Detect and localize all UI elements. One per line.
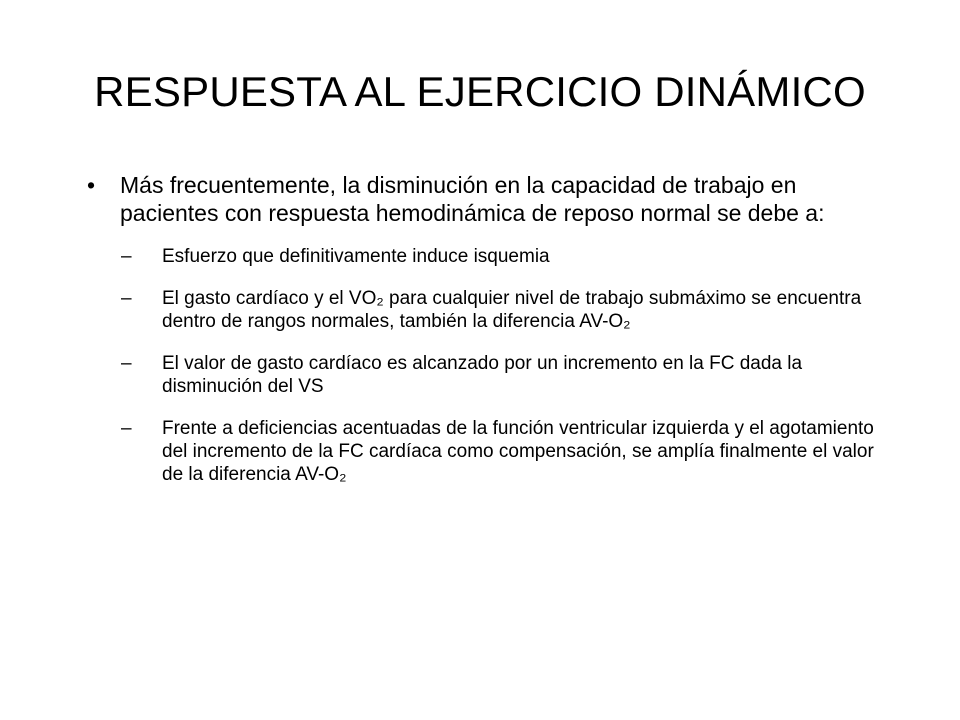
sub-bullet-item <box>121 245 897 268</box>
slide-content <box>87 171 897 505</box>
main-bullet-text: Más frecuentemente, la disminución en la capacidad de trabajo en pacientes con respuesta hemodinámica de reposo normal se debe a: <box>120 172 825 226</box>
sub-bullet-text: El valor de gasto cardíaco es alcanzado por un incremento en la FC dada la disminución del VS <box>162 353 803 397</box>
bullet-marker: • <box>87 172 96 198</box>
main-bullet <box>87 171 897 227</box>
sub-bullet-item <box>121 417 897 486</box>
sub-bullet-text: Esfuerzo que definitivamente induce isquemia <box>162 246 550 267</box>
sub-bullet-text: El gasto cardíaco y el VO₂ para cualquier nivel de trabajo submáximo se encuentra dentro de rangos normales, también la diferencia AV-O₂ <box>162 288 862 332</box>
slide-title: RESPUESTA AL EJERCICIO DINÁMICO <box>94 68 866 115</box>
sub-bullet-list <box>87 245 897 486</box>
sub-bullet-item <box>121 287 897 333</box>
dash-marker: – <box>121 288 132 309</box>
dash-marker: – <box>121 418 132 439</box>
sub-bullet-text: Frente a deficiencias acentuadas de la función ventricular izquierda y el agotamiento del incremento de la FC cardíaca como compensación, se amplía finalmente el valor de la diferencia AV-O₂ <box>162 418 874 485</box>
sub-bullet-item <box>121 352 897 398</box>
dash-marker: – <box>121 353 132 374</box>
dash-marker: – <box>121 246 132 267</box>
